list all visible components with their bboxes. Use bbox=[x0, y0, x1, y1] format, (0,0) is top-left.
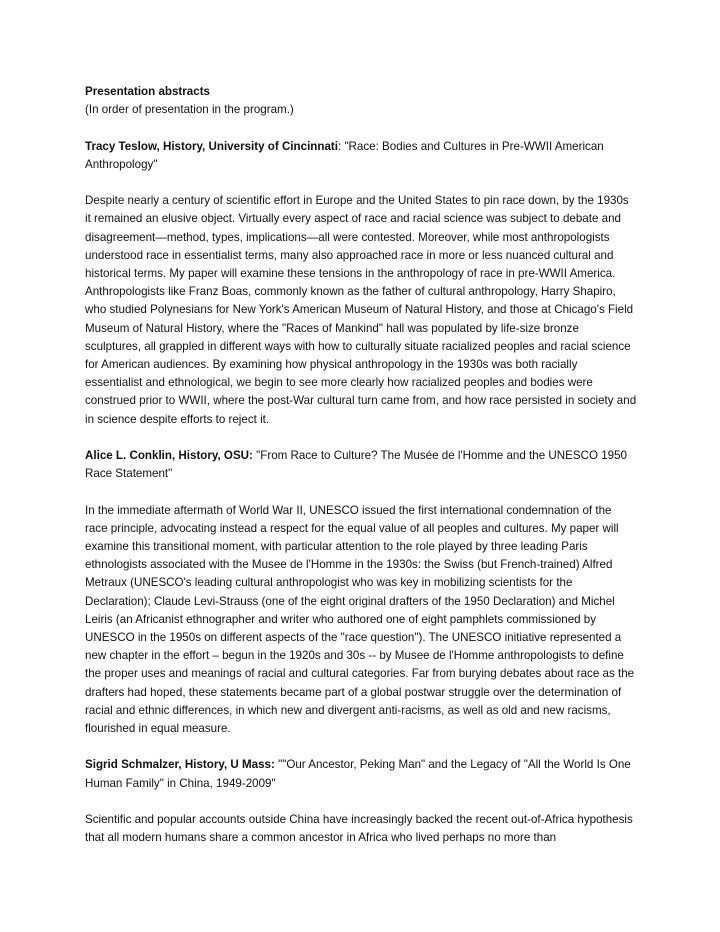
abstract-title: "Race: Bodies and Cultures in Pre-WWII American Anthropology" bbox=[85, 139, 604, 171]
document-content bbox=[85, 83, 637, 847]
spacer bbox=[85, 429, 637, 447]
document-subheading: (In order of presentation in the program.) bbox=[85, 103, 294, 117]
abstract-author: Sigrid Schmalzer, History, U Mass: bbox=[85, 758, 275, 772]
spacer bbox=[85, 793, 637, 811]
abstract-title: ""Our Ancestor, Peking Man" and the Legacy of "All the World Is One Human Family" in China, 1949-2009" bbox=[85, 758, 631, 790]
abstract-title-prefix: : bbox=[337, 139, 345, 153]
abstract-author: Alice L. Conklin, History, OSU: bbox=[85, 449, 253, 463]
spacer bbox=[85, 738, 637, 756]
spacer bbox=[85, 483, 637, 501]
abstract-body: Scientific and popular accounts outside China have increasingly backed the recent out-of-Africa hypothesis that all modern humans share a common ancestor in Africa who lived perhaps no more than bbox=[85, 813, 633, 845]
spacer bbox=[85, 119, 637, 137]
document-heading: Presentation abstracts bbox=[85, 85, 211, 98]
spacer bbox=[85, 174, 637, 192]
abstract-body: In the immediate aftermath of World War II, UNESCO issued the first international condemnation of the race principle, advocating instead a respect for the equal value of all peoples and cultures. My paper will examine this transitional moment, with particular attention to the role played by three leading Paris ethnologists associated with the Musee de l'Homme in the 1930s: the Swiss (but French-trained) Alfred Metraux (UNESCO's leading cultural anthropologist who was key in mobilizing scientists for the Declaration); Claude Levi-Strauss (one of the eight original drafters of the 1950 Declaration) and Michel Leiris (an Africanist ethnographer and writer who authored one of eight pamphlets commissioned by UNESCO in the 1950s on different aspects of the "race question"). The UNESCO initiative represented a new chapter in the effort – begun in the 1920s and 30s -- by Musee de l'Homme anthropologists to define the proper uses and meanings of racial and cultural categories. Far from burying debates about race as the drafters had hoped, these statements became part of a global postwar struggle over the determination of racial and ethnic differences, in which new and divergent anti-racisms, as well as old and new racisms, flourished in equal measure. bbox=[85, 503, 635, 736]
abstract-header bbox=[85, 447, 637, 483]
abstract-author: Tracy Teslow, History, University of Cincinnati bbox=[85, 139, 338, 153]
abstract-header bbox=[85, 138, 637, 174]
abstract-title: "From Race to Culture? The Musée de l'Homme and the UNESCO 1950 Race Statement" bbox=[85, 449, 627, 481]
abstract-header bbox=[85, 756, 637, 792]
abstract-body: Despite nearly a century of scientific effort in Europe and the United States to pin race down, by the 1930s it remained an elusive object. Virtually every aspect of race and racial science was subject to debate and disagreement—method, types, implications—all were contested. Moreover, while most anthropologists understood race in essentialist terms, many also approached race in more or less nuanced cultural and historical terms. My paper will examine these tensions in the anthropology of race in pre-WWII America. Anthropologists like Franz Boas, commonly known as the father of cultural anthropology, Harry Shapiro, who studied Polynesians for New York's American Museum of Natural History, and those at Chicago's Field Museum of Natural History, where the "Races of Mankind" hall was populated by life-size bronze sculptures, all grappled in different ways with how to culturally situate racialized peoples and racial science for American audiences. By examining how physical anthropology in the 1930s was both racially essentialist and ethnological, we begin to see more clearly how racialized peoples and bodies were construed prior to WWII, where the post-War cultural turn came from, and how race persisted in society and in science despite efforts to reject it. bbox=[85, 194, 637, 426]
